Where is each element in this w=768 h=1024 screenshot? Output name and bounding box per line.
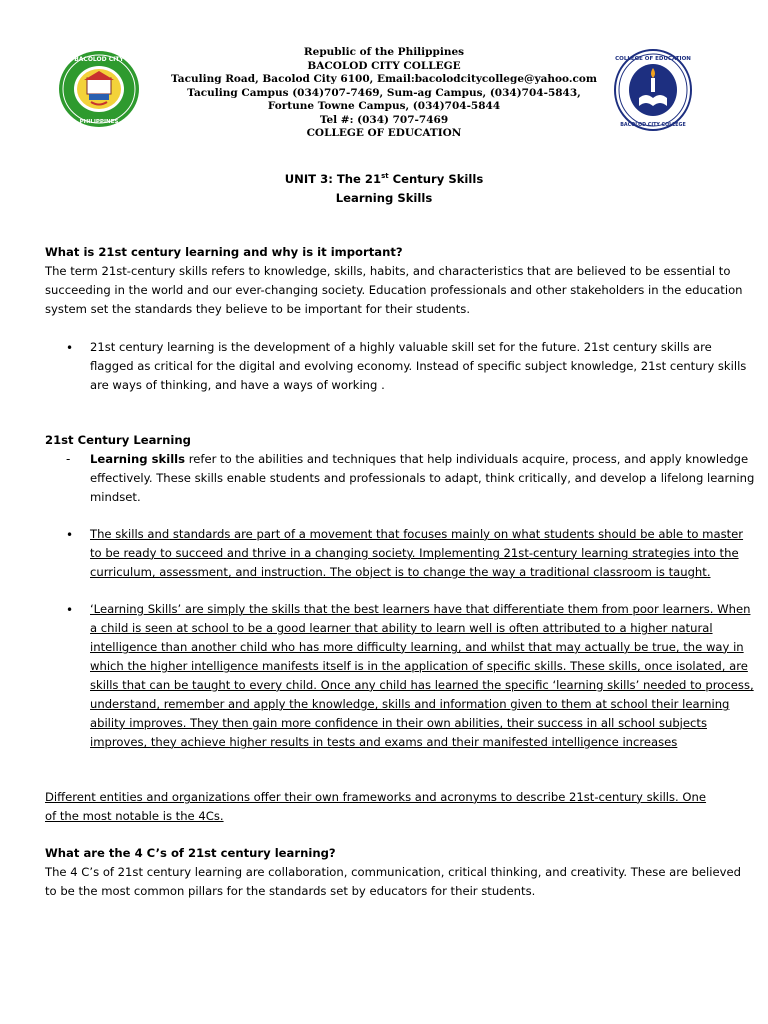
learning-skills-term: Learning skills (90, 452, 186, 466)
svg-text:PHILIPPINES: PHILIPPINES (79, 119, 119, 125)
definition-line: Learning skills refer to the abilities and techniques that help individuals acquire, process, and apply knowledge (90, 452, 749, 466)
bullet-line: The skills and standards are part of a movement that focuses mainly on what students should be able to master (90, 527, 744, 541)
frameworks-line: of the most notable is the 4Cs. (45, 809, 224, 823)
tel-line: Tel #: (034) 707-7469 (319, 113, 449, 126)
bullet-icon: • (66, 528, 74, 542)
bullet-line: ‘Learning Skills’ are simply the skills that the best learners have that differentiate them from poor learners. When (90, 602, 751, 616)
bullet-line: which the higher intelligence manifests itself is in the application of specific skills. These skills, once isolated, are (90, 659, 748, 673)
bullet-line: are ways of thinking, and have a ways of working . (90, 378, 385, 392)
dash-bullet-icon: - (66, 452, 71, 466)
svg-text:BACOLOD CITY COLLEGE: BACOLOD CITY COLLEGE (620, 123, 686, 128)
question-heading-1: What is 21st century learning and why is it important? (45, 245, 403, 259)
bullet-line: intelligence than another child who has more difficulty learning, and whilst that may actually be true, the way in (90, 640, 744, 654)
republic-line: Republic of the Philippines (303, 46, 465, 58)
paragraph-line: The term 21st-century skills refers to knowledge, skills, habits, and characteristics that are believed to be essential to (45, 264, 731, 278)
bullet-icon: • (66, 341, 74, 355)
bullet-line: improves, they achieve higher results in tests and exams and their manifested intelligence increases (90, 735, 678, 749)
bullet-line: flagged as critical for the digital and evolving economy. Instead of specific subject knowledge, 21st century skills (90, 359, 747, 373)
bullet-line: to be ready to succeed and thrive in a changing society. Implementing 21st-century learning strategies into the (90, 546, 739, 560)
bullet-line: ability improves. They then gain more confidence in their own abilities, their success in all school subjects (90, 716, 707, 730)
section-heading-21st-century-learning: 21st Century Learning (45, 433, 191, 447)
svg-text:BACOLOD CITY: BACOLOD CITY (74, 56, 124, 63)
college-name: BACOLOD CITY COLLEGE (307, 59, 461, 72)
letterhead (150, 46, 618, 141)
campus-line-2: Fortune Towne Campus, (034)704-5844 (267, 100, 501, 112)
paragraph-line: to be the most common pillars for the standards set by educators for their students. (45, 884, 536, 898)
bullet-line: understand, remember and apply the knowledge, skills and information given to them at school their learning (90, 697, 730, 711)
paragraph-line: succeeding in the world and our ever-changing society. Education professionals and other stakeholders in the education (45, 283, 743, 297)
department-name: COLLEGE OF EDUCATION (306, 127, 462, 139)
bullet-line: 21st century learning is the development of a highly valuable skill set for the future. 21st century skills are (90, 340, 712, 354)
bullet-line: skills that can be taught to every child. Once any child has learned the specific ‘learning skills’ needed to process, (90, 678, 754, 692)
bullet-line: a child is seen at school to be a good learner that ability to learn well is often attributed to a higher natural (90, 621, 713, 635)
paragraph-line: system set the standards they believe to be important for their students. (45, 302, 471, 316)
unit-title: UNIT 3: The 21st Century Skills (284, 172, 484, 186)
definition-line: mindset. (90, 490, 141, 504)
unit-subtitle: Learning Skills (335, 191, 433, 205)
bacolod-city-college-seal (58, 50, 140, 128)
frameworks-line: Different entities and organizations offer their own frameworks and acronyms to describe 21st-century skills. One (45, 790, 707, 804)
paragraph-line: The 4 C’s of 21st century learning are collaboration, communication, critical thinking, and creativity. These are believed (45, 865, 741, 879)
college-of-education-seal (613, 48, 693, 132)
definition-line: effectively. These skills enable students and professionals to adapt, think critically, and develop a lifelong learning (90, 471, 755, 485)
question-heading-4cs: What are the 4 C’s of 21st century learning? (45, 846, 336, 860)
bullet-icon: • (66, 603, 74, 617)
campus-line-1: Taculing Campus (034)707-7469, Sum-ag Campus, (034)704-5843, (187, 86, 581, 99)
bullet-line: curriculum, assessment, and instruction. The object is to change the way a traditional classroom is taught. (90, 565, 711, 579)
unit-titles (0, 170, 768, 208)
address-line: Taculing Road, Bacolod City 6100, Email:bacolodcitycollege@yahoo.com (170, 73, 598, 85)
svg-text:COLLEGE OF EDUCATION: COLLEGE OF EDUCATION (615, 56, 691, 62)
